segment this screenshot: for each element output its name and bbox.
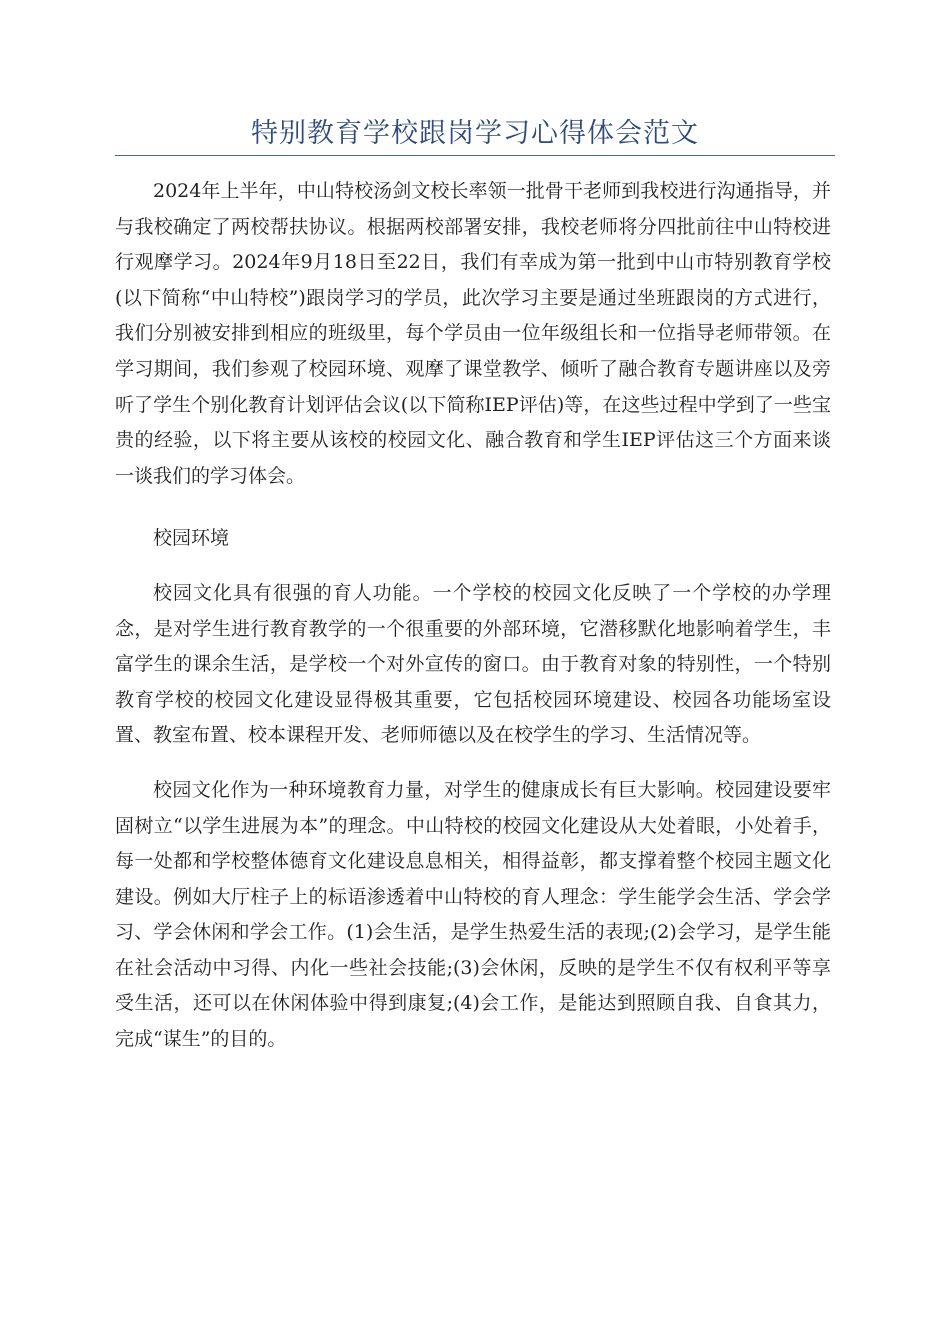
document-body: [115, 174, 831, 1058]
section-heading-campus-environment: 校园环境: [153, 527, 230, 550]
paragraph-campus-culture-2: 校园文化作为一种环境教育力量，对学生的健康成长有巨大影响。校园建设要牢固树立“以学生进展为本”的理念。中山特校的校园文化建设从大处着眼，小处着手，每一处都和学校整体德育文化建设息息相关，相得益彰，都支撑着整个校园主题文化建设。例如大厅柱子上的标语渗透着中山特校的育人理念：学生能学会生活、学会学习、学会休闲和学会工作。(1)会生活，是学生热爱生活的表现;(2)会学习，是学生能在社会活动中习得、内化一些社会技能;(3)会休闲，反映的是学生不仅有权利平等享受生活，还可以在休闲体验中得到康复;(4)会工作，是能达到照顾自我、自食其力，完成“谋生”的目的。: [115, 778, 831, 1051]
title-underline: [115, 155, 835, 156]
paragraph-campus-culture-1: 校园文化具有很强的育人功能。一个学校的校园文化反映了一个学校的办学理念，是对学生进行教育教学的一个很重要的外部环境，它潜移默化地影响着学生，丰富学生的课余生活，是学校一个对外宣传的窗口。由于教育对象的特别性，一个特别教育学校的校园文化建设显得极其重要，它包括校园环境建设、校园各功能场室设置、教室布置、校本课程开发、老师师德以及在校学生的学习、生活情况等。: [115, 581, 831, 747]
paragraph-intro: 2024年上半年，中山特校汤剑文校长率领一批骨干老师到我校进行沟通指导，并与我校确定了两校帮扶协议。根据两校部署安排，我校老师将分四批前往中山特校进行观摩学习。2024年9月18日至22日，我们有幸成为第一批到中山市特别教育学校(以下简称“中山特校”)跟岗学习的学员，此次学习主要是通过坐班跟岗的方式进行，我们分别被安排到相应的班级里，每个学员由一位年级组长和一位指导老师带领。在学习期间，我们参观了校园环境、观摩了课堂教学、倾听了融合教育专题讲座以及旁听了学生个别化教育计划评估会议(以下简称IEP评估)等，在这些过程中学到了一些宝贵的经验，以下将主要从该校的校园文化、融合教育和学生IEP评估这三个方面来谈一谈我们的学习体会。: [115, 180, 831, 487]
document-title: 特别教育学校跟岗学习心得体会范文: [251, 118, 699, 149]
